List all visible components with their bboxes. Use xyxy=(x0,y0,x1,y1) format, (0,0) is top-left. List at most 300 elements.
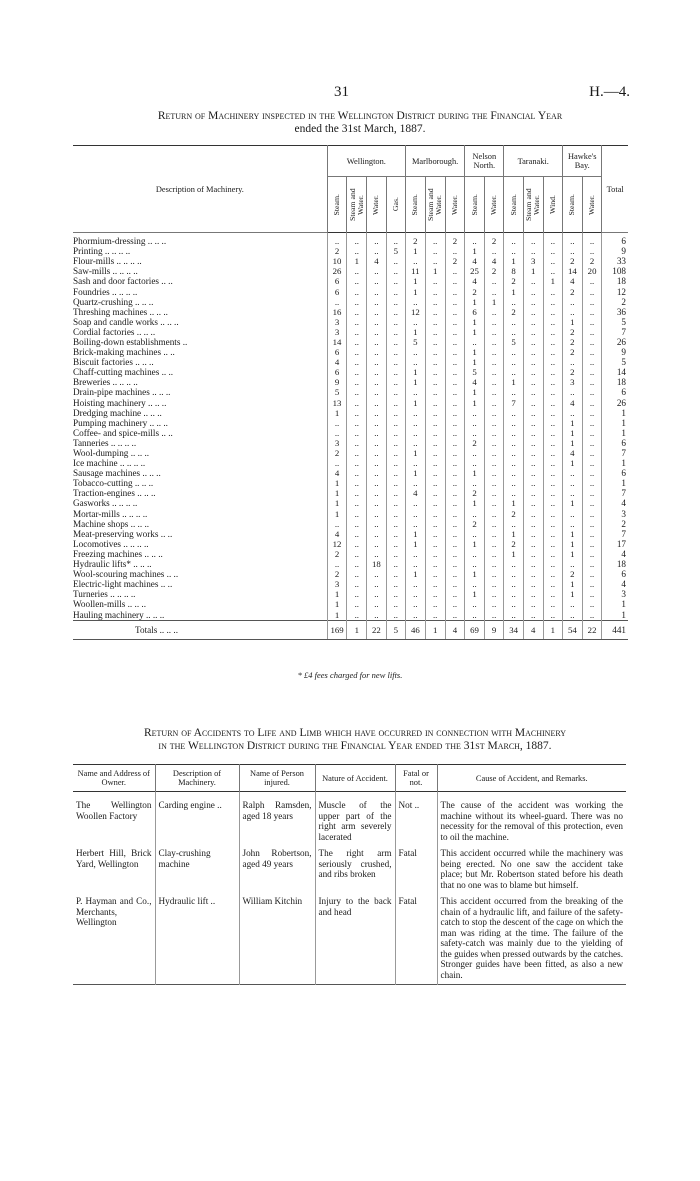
count-cell: .. xyxy=(523,337,543,347)
count-cell: 3 xyxy=(327,438,347,448)
machinery-name: Freezing machines .. .. .. xyxy=(73,548,163,559)
count-cell: .. xyxy=(386,428,405,438)
count-cell: .. xyxy=(582,337,602,347)
count-cell: 14 xyxy=(563,266,583,276)
count-cell: .. xyxy=(406,519,426,529)
count-cell: .. xyxy=(582,599,602,609)
count-cell: .. xyxy=(582,307,602,317)
machinery-name: Woollen-mills .. .. .. xyxy=(73,599,147,610)
machinery-name: Electric-light machines .. .. xyxy=(73,579,173,590)
count-cell: .. xyxy=(386,448,405,458)
total-cell: 4 xyxy=(445,620,465,639)
remarks-cell: This accident occurred from the breaking of the chain of a hydraulic lift, and failure of the safety-catch to stop the descent of the cage on which the man was riding at the time. The failure of the safety-catch was mainly due to the yielding of the guides when pressed outwards by the catches. Stronger guides have been fitted, as also a new chain. xyxy=(437,894,626,985)
person-cell: William Kitchin xyxy=(239,894,315,985)
count-cell: .. xyxy=(367,246,386,256)
count-cell: .. xyxy=(406,357,426,367)
count-cell: 1 xyxy=(543,276,562,286)
count-cell: .. xyxy=(425,233,445,247)
count-cell: 3 xyxy=(327,317,347,327)
table-row xyxy=(73,297,628,307)
count-cell: .. xyxy=(425,286,445,296)
count-cell: 2 xyxy=(563,286,583,296)
machinery-name: Biscuit factories .. .. .. xyxy=(73,357,154,368)
count-cell: .. xyxy=(386,438,405,448)
fatal-cell: Fatal xyxy=(395,846,437,894)
row-total: 26 xyxy=(602,337,628,347)
count-cell: .. xyxy=(484,367,504,377)
count-cell: .. xyxy=(386,569,405,579)
count-cell: .. xyxy=(425,307,445,317)
table-row xyxy=(73,519,628,529)
count-cell: .. xyxy=(347,569,367,579)
count-cell: .. xyxy=(347,589,367,599)
count-cell: 4 xyxy=(406,488,426,498)
table-row xyxy=(73,266,628,276)
machinery-title-line-1: Return of Machinery inspected in the Wellington District during the Financial Year xyxy=(157,110,563,122)
count-cell: .. xyxy=(445,337,465,347)
machinery-return-title xyxy=(90,110,630,136)
count-cell: .. xyxy=(347,347,367,357)
count-cell: .. xyxy=(367,266,386,276)
count-cell: 2 xyxy=(484,233,504,247)
count-cell: .. xyxy=(347,438,367,448)
count-cell: .. xyxy=(582,347,602,357)
count-cell: .. xyxy=(367,408,386,418)
count-cell: .. xyxy=(523,246,543,256)
total-cell: 9 xyxy=(484,620,504,639)
nature-cell: The right arm seriously crushed, and ribs broken xyxy=(315,846,395,894)
remarks-cell: This accident occurred while the machinery was being erected. No one saw the accident take place; but Mr. Robertson stated before his death that no one was to blame but himself. xyxy=(437,846,626,894)
count-cell: 4 xyxy=(327,529,347,539)
count-cell: .. xyxy=(484,498,504,508)
table-row xyxy=(73,529,628,539)
count-cell: 1 xyxy=(465,468,485,478)
count-cell: .. xyxy=(504,327,523,337)
count-cell: .. xyxy=(367,286,386,296)
count-cell: 1 xyxy=(563,539,583,549)
count-cell: .. xyxy=(582,387,602,397)
count-cell: .. xyxy=(347,478,367,488)
count-cell: .. xyxy=(425,559,445,569)
count-cell: .. xyxy=(406,478,426,488)
count-cell: .. xyxy=(484,276,504,286)
machinery-name: Cordial factories .. .. .. xyxy=(73,326,156,337)
machinery-name: Mortar-mills .. .. .. .. xyxy=(73,508,148,519)
count-cell: .. xyxy=(347,266,367,276)
count-cell: .. xyxy=(347,387,367,397)
count-cell: .. xyxy=(523,519,543,529)
table-row xyxy=(73,478,628,488)
table-row xyxy=(73,589,628,599)
machinery-name: Flour-mills .. .. .. .. xyxy=(73,256,142,267)
count-cell: .. xyxy=(367,529,386,539)
count-cell: .. xyxy=(523,478,543,488)
table-row xyxy=(73,408,628,418)
count-cell: .. xyxy=(465,448,485,458)
accident-column-header: Fatal or not. xyxy=(395,765,437,792)
count-cell: .. xyxy=(465,579,485,589)
count-cell: .. xyxy=(445,458,465,468)
machinery-name: Threshing machines .. .. .. xyxy=(73,306,168,317)
count-cell: .. xyxy=(543,458,562,468)
count-cell: 2 xyxy=(327,549,347,559)
machinery-name: Wool-dumping .. .. .. xyxy=(73,448,150,459)
count-cell: .. xyxy=(347,448,367,458)
count-cell: .. xyxy=(543,307,562,317)
count-cell: 1 xyxy=(327,509,347,519)
machinery-name: Dredging machine .. .. .. xyxy=(73,407,162,418)
count-cell: 1 xyxy=(465,539,485,549)
count-cell: .. xyxy=(543,498,562,508)
count-cell: .. xyxy=(347,233,367,247)
count-cell: 1 xyxy=(347,256,367,266)
power-type-header xyxy=(504,177,523,233)
count-cell: 1 xyxy=(425,266,445,276)
count-cell: .. xyxy=(406,599,426,609)
machinery-cell: Clay-crushing machine xyxy=(155,846,239,894)
district-header: Hawke's Bay. xyxy=(563,146,602,177)
count-cell: .. xyxy=(543,549,562,559)
count-cell: .. xyxy=(523,498,543,508)
count-cell: 1 xyxy=(563,458,583,468)
table-row xyxy=(73,468,628,478)
count-cell: .. xyxy=(425,347,445,357)
count-cell: .. xyxy=(582,438,602,448)
count-cell: .. xyxy=(406,408,426,418)
count-cell: .. xyxy=(406,549,426,559)
count-cell: 1 xyxy=(465,327,485,337)
machinery-name: Coffee- and spice-mills .. .. xyxy=(73,427,173,438)
machinery-name: Locomotives .. .. .. .. xyxy=(73,538,149,549)
table-row xyxy=(73,317,628,327)
machinery-name: Boiling-down establishments .. xyxy=(73,336,188,347)
machinery-name: Hauling machinery .. .. .. xyxy=(73,609,165,620)
count-cell: 2 xyxy=(563,256,583,266)
count-cell: .. xyxy=(523,297,543,307)
count-cell: .. xyxy=(367,276,386,286)
count-cell: 1 xyxy=(563,428,583,438)
count-cell: 1 xyxy=(465,569,485,579)
row-total: 33 xyxy=(602,256,628,266)
total-cell: 54 xyxy=(563,620,583,639)
count-cell: .. xyxy=(523,609,543,620)
count-cell: .. xyxy=(523,569,543,579)
machinery-name: Meat-preserving works .. .. xyxy=(73,528,173,539)
count-cell: .. xyxy=(386,539,405,549)
row-total: 2 xyxy=(602,297,628,307)
count-cell: .. xyxy=(504,559,523,569)
count-cell: .. xyxy=(504,428,523,438)
machinery-name: Chaff-cutting machines .. .. xyxy=(73,367,174,378)
accident-row xyxy=(73,792,626,847)
count-cell: .. xyxy=(367,317,386,327)
machinery-name: Machine shops .. .. .. xyxy=(73,518,150,529)
total-cell: 34 xyxy=(504,620,523,639)
count-cell: .. xyxy=(367,347,386,357)
count-cell: .. xyxy=(347,549,367,559)
row-total: 1 xyxy=(602,478,628,488)
count-cell: .. xyxy=(582,519,602,529)
count-cell: .. xyxy=(523,367,543,377)
count-cell: .. xyxy=(445,357,465,367)
count-cell: 2 xyxy=(563,367,583,377)
count-cell: .. xyxy=(367,519,386,529)
count-cell: .. xyxy=(563,233,583,247)
machinery-name: Wool-scouring machines .. .. xyxy=(73,569,179,580)
count-cell: 1 xyxy=(563,579,583,589)
count-cell: .. xyxy=(543,337,562,347)
row-total: 9 xyxy=(602,246,628,256)
count-cell: .. xyxy=(425,357,445,367)
count-cell: .. xyxy=(582,428,602,438)
count-cell: .. xyxy=(582,276,602,286)
page-header xyxy=(0,84,700,104)
count-cell: .. xyxy=(445,589,465,599)
table-row xyxy=(73,233,628,247)
table-row xyxy=(73,418,628,428)
table-row xyxy=(73,387,628,397)
owner-cell: P. Hayman and Co., Merchants, Wellington xyxy=(76,896,152,927)
count-cell: .. xyxy=(484,599,504,609)
count-cell: .. xyxy=(484,529,504,539)
count-cell: .. xyxy=(484,357,504,367)
count-cell: .. xyxy=(406,609,426,620)
count-cell: 1 xyxy=(406,276,426,286)
row-total: 17 xyxy=(602,539,628,549)
district-header: Nelson North. xyxy=(465,146,504,177)
count-cell: .. xyxy=(445,509,465,519)
count-cell: .. xyxy=(425,509,445,519)
count-cell: 1 xyxy=(327,498,347,508)
count-cell: .. xyxy=(425,408,445,418)
count-cell: .. xyxy=(445,377,465,387)
row-total: 4 xyxy=(602,498,628,508)
power-type-label: Steam. xyxy=(410,193,420,216)
count-cell: .. xyxy=(465,233,485,247)
count-cell: 1 xyxy=(327,589,347,599)
row-total: 1 xyxy=(602,428,628,438)
accidents-return-title xyxy=(75,727,635,753)
count-cell: .. xyxy=(543,569,562,579)
count-cell: .. xyxy=(582,559,602,569)
count-cell: .. xyxy=(523,539,543,549)
count-cell: 5 xyxy=(327,387,347,397)
count-cell: .. xyxy=(347,509,367,519)
count-cell: 12 xyxy=(406,307,426,317)
count-cell: .. xyxy=(386,468,405,478)
count-cell: .. xyxy=(484,589,504,599)
count-cell: .. xyxy=(445,317,465,327)
count-cell: 2 xyxy=(504,307,523,317)
count-cell: .. xyxy=(425,428,445,438)
count-cell: .. xyxy=(386,418,405,428)
count-cell: .. xyxy=(484,448,504,458)
count-cell: .. xyxy=(327,233,347,247)
person-cell: John Robertson, aged 49 years xyxy=(239,846,315,894)
count-cell: .. xyxy=(386,579,405,589)
count-cell: .. xyxy=(406,458,426,468)
count-cell: .. xyxy=(347,337,367,347)
count-cell: .. xyxy=(582,478,602,488)
count-cell: .. xyxy=(425,337,445,347)
count-cell: .. xyxy=(367,387,386,397)
row-total: 6 xyxy=(602,569,628,579)
count-cell: 1 xyxy=(465,498,485,508)
remarks-cell: The cause of the accident was working the machine without its wheel-guard. There was no necessity for the removal of this protection, even to oil the machine. xyxy=(437,792,626,847)
count-cell: .. xyxy=(504,438,523,448)
count-cell: 1 xyxy=(465,317,485,327)
count-cell: 2 xyxy=(465,438,485,448)
count-cell: .. xyxy=(465,599,485,609)
row-total: 36 xyxy=(602,307,628,317)
count-cell: .. xyxy=(386,377,405,387)
row-total: 18 xyxy=(602,276,628,286)
count-cell: 3 xyxy=(327,579,347,589)
document-reference: H.—4. xyxy=(589,84,630,100)
count-cell: .. xyxy=(484,286,504,296)
count-cell: .. xyxy=(347,408,367,418)
count-cell: .. xyxy=(445,347,465,357)
count-cell: .. xyxy=(582,377,602,387)
count-cell: .. xyxy=(347,498,367,508)
count-cell: .. xyxy=(445,327,465,337)
count-cell: .. xyxy=(425,549,445,559)
row-total: 7 xyxy=(602,327,628,337)
count-cell: .. xyxy=(543,286,562,296)
table-row xyxy=(73,367,628,377)
count-cell: .. xyxy=(504,246,523,256)
count-cell: .. xyxy=(445,519,465,529)
count-cell: 2 xyxy=(445,256,465,266)
count-cell: .. xyxy=(543,418,562,428)
count-cell: .. xyxy=(563,297,583,307)
count-cell: 2 xyxy=(406,233,426,247)
count-cell: 3 xyxy=(327,327,347,337)
total-cell: 22 xyxy=(367,620,386,639)
count-cell: .. xyxy=(484,317,504,327)
count-cell: .. xyxy=(523,286,543,296)
table-row xyxy=(73,488,628,498)
power-type-header xyxy=(367,177,386,233)
count-cell: .. xyxy=(582,418,602,428)
count-cell: .. xyxy=(327,428,347,438)
count-cell: .. xyxy=(543,519,562,529)
count-cell: .. xyxy=(425,438,445,448)
count-cell: .. xyxy=(563,357,583,367)
count-cell: .. xyxy=(367,599,386,609)
count-cell: .. xyxy=(523,458,543,468)
footnote: * £4 fees charged for new lifts. xyxy=(297,670,403,680)
machinery-name: Foundries .. .. .. .. xyxy=(73,286,138,297)
count-cell: 2 xyxy=(327,246,347,256)
count-cell: .. xyxy=(484,377,504,387)
count-cell: 6 xyxy=(327,367,347,377)
count-cell: .. xyxy=(523,233,543,247)
count-cell: .. xyxy=(582,357,602,367)
table-row xyxy=(73,458,628,468)
count-cell: 2 xyxy=(563,569,583,579)
count-cell: 4 xyxy=(465,256,485,266)
count-cell: 2 xyxy=(504,539,523,549)
count-cell: .. xyxy=(543,347,562,357)
count-cell: 6 xyxy=(327,276,347,286)
count-cell: .. xyxy=(367,468,386,478)
row-total: 3 xyxy=(602,509,628,519)
row-total: 1 xyxy=(602,408,628,418)
machinery-name: Turneries .. .. .. .. xyxy=(73,589,136,600)
count-cell: .. xyxy=(543,599,562,609)
count-cell: 1 xyxy=(465,387,485,397)
count-cell: .. xyxy=(386,478,405,488)
count-cell: .. xyxy=(543,357,562,367)
count-cell: .. xyxy=(367,589,386,599)
count-cell: 10 xyxy=(327,256,347,266)
count-cell: .. xyxy=(445,286,465,296)
total-cell: 5 xyxy=(386,620,405,639)
total-cell: 4 xyxy=(523,620,543,639)
count-cell: .. xyxy=(484,327,504,337)
table-row xyxy=(73,276,628,286)
count-cell: 3 xyxy=(523,256,543,266)
count-cell: .. xyxy=(543,266,562,276)
power-type-label: Water. xyxy=(587,194,597,215)
count-cell: 2 xyxy=(445,233,465,247)
count-cell: .. xyxy=(563,478,583,488)
count-cell: .. xyxy=(484,478,504,488)
count-cell: .. xyxy=(445,549,465,559)
count-cell: .. xyxy=(484,488,504,498)
count-cell: .. xyxy=(543,529,562,539)
count-cell: .. xyxy=(465,337,485,347)
count-cell: .. xyxy=(543,297,562,307)
table-row xyxy=(73,569,628,579)
count-cell: 1 xyxy=(465,589,485,599)
table-row xyxy=(73,539,628,549)
count-cell: 1 xyxy=(465,398,485,408)
count-cell: .. xyxy=(504,448,523,458)
row-total: 7 xyxy=(602,488,628,498)
count-cell: .. xyxy=(523,357,543,367)
count-cell: .. xyxy=(563,246,583,256)
count-cell: .. xyxy=(563,387,583,397)
count-cell: .. xyxy=(347,468,367,478)
machinery-name: Sash and door factories .. .. xyxy=(73,276,173,287)
count-cell: .. xyxy=(327,297,347,307)
count-cell: .. xyxy=(347,377,367,387)
machinery-name: Sausage machines .. .. .. xyxy=(73,468,161,479)
count-cell: .. xyxy=(484,569,504,579)
count-cell: .. xyxy=(406,438,426,448)
count-cell: .. xyxy=(425,327,445,337)
count-cell: .. xyxy=(563,559,583,569)
count-cell: .. xyxy=(347,579,367,589)
count-cell: .. xyxy=(543,579,562,589)
count-cell: .. xyxy=(367,488,386,498)
count-cell: .. xyxy=(445,276,465,286)
count-cell: .. xyxy=(484,509,504,519)
count-cell: .. xyxy=(523,448,543,458)
count-cell: .. xyxy=(367,498,386,508)
count-cell: 1 xyxy=(504,549,523,559)
count-cell: .. xyxy=(484,539,504,549)
power-type-label: Steam. xyxy=(469,193,479,216)
count-cell: .. xyxy=(367,609,386,620)
count-cell: 11 xyxy=(406,266,426,276)
power-type-header xyxy=(327,177,347,233)
count-cell: .. xyxy=(347,307,367,317)
count-cell: .. xyxy=(523,408,543,418)
count-cell: .. xyxy=(582,468,602,478)
